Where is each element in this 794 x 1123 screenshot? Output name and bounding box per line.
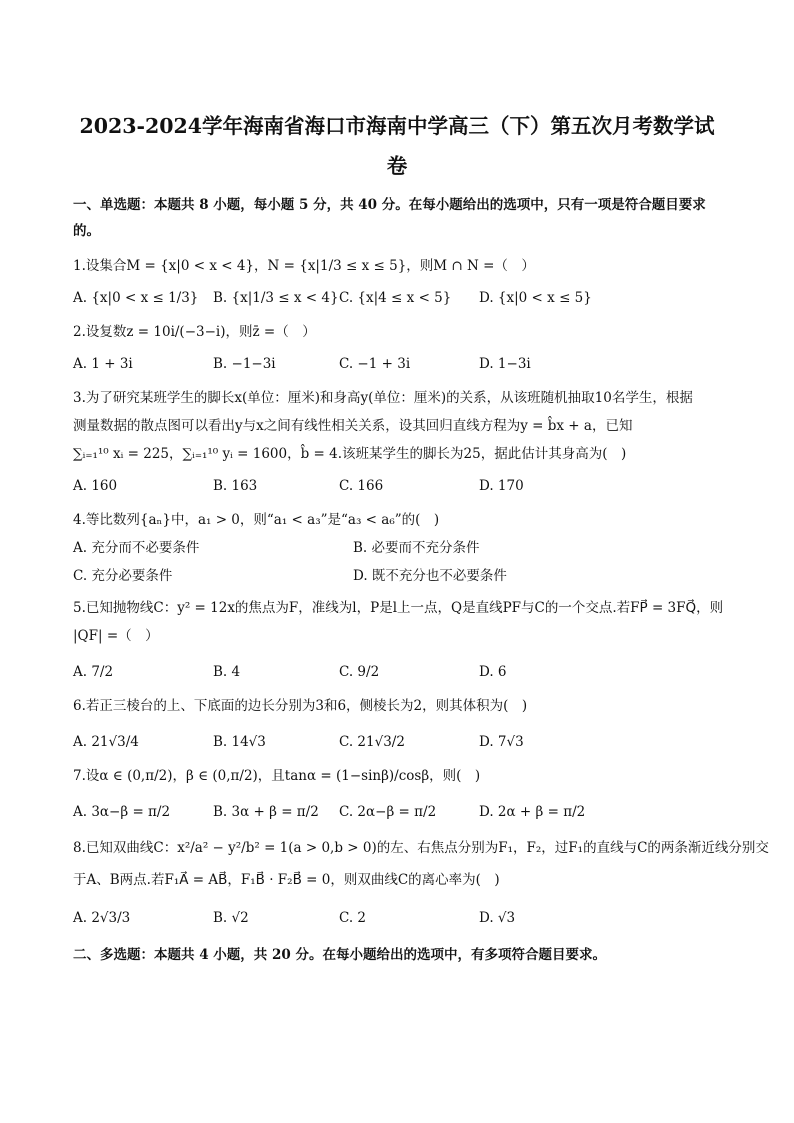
question-line-1: 3.为了研究某班学生的脚长x(单位：厘米)和身高y(单位：厘米)的关系，从该班随机抽取10名学生，根据	[73, 390, 693, 406]
option-d: D. √3	[479, 910, 516, 926]
option-b: B. 必要而不充分条件	[353, 540, 480, 556]
option-d: D. 7√3	[479, 734, 524, 750]
option-a: A. 21√3/4	[73, 734, 139, 750]
options-row-1	[73, 534, 721, 562]
options-row	[73, 350, 721, 378]
question-stem: 2.设复数z = 10i/(−3−i)，则z̄ =（ ）	[73, 324, 316, 340]
section-header-line-2: 的。	[73, 223, 100, 239]
question-line-1: 8.已知双曲线C：x²/a² − y²/b² = 1(a > 0,b > 0)的左、右焦点分别为F₁，F₂，过F₁的直线与C的两条渐近线分别交	[73, 840, 769, 856]
question-6	[73, 692, 721, 756]
option-b: B. 14√3	[213, 734, 266, 750]
option-b: B. 163	[213, 478, 258, 494]
question-8	[73, 832, 769, 932]
question-1	[73, 252, 721, 312]
option-c: C. −1 + 3i	[339, 356, 411, 372]
question-stem: 7.设α ∈ (0,π/2)，β ∈ (0,π/2)，且tanα = (1−sinβ)/cosβ，则( )	[73, 768, 481, 784]
option-c: C. {x|4 ≤ x < 5}	[339, 290, 452, 306]
options-row	[73, 728, 721, 756]
option-c: C. 21√3/2	[339, 734, 405, 750]
options-row	[73, 472, 721, 500]
question-7	[73, 762, 721, 826]
section-single-choice-header	[73, 192, 721, 244]
option-c: C. 充分必要条件	[73, 568, 173, 584]
question-line-2: 于A、B两点.若F₁A⃗ = AB⃗，F₁B⃗ · F₂B⃗ = 0，则双曲线C的离心率为( )	[73, 872, 500, 888]
question-line-3: ∑ᵢ₌₁¹⁰ xᵢ = 225，∑ᵢ₌₁¹⁰ yᵢ = 1600，b̂ = 4.该班某学生的脚长为25，据此估计其身高为( )	[73, 446, 627, 462]
question-line-1: 5.已知抛物线C：y² = 12x的焦点为F，准线为l，P是l上一点，Q是直线PF与C的一个交点.若FP⃗ = 3FQ⃗，则	[73, 600, 724, 616]
option-d: D. 2α + β = π/2	[479, 804, 586, 820]
question-5	[73, 594, 724, 686]
question-stem: 4.等比数列{aₙ}中，a₁ > 0，则“a₁ < a₃”是“a₃ < a₆”的( )	[73, 512, 440, 528]
option-c: C. 2α−β = π/2	[339, 804, 437, 820]
option-a: A. 3α−β = π/2	[73, 804, 171, 820]
title-line-2: 卷	[386, 154, 408, 178]
options-row	[73, 284, 721, 312]
question-4	[73, 506, 721, 590]
option-a: A. 充分而不必要条件	[73, 540, 200, 556]
page-title	[73, 0, 721, 186]
options-row-2	[73, 562, 721, 590]
question-3	[73, 384, 721, 500]
option-b: B. 3α + β = π/2	[213, 804, 319, 820]
option-d: D. 170	[479, 478, 524, 494]
options-row	[73, 904, 721, 932]
option-a: A. {x|0 < x ≤ 1/3}	[73, 290, 199, 306]
option-d: D. 1−3i	[479, 356, 531, 372]
option-d: D. 6	[479, 664, 507, 680]
title-line-1: 2023-2024学年海南省海口市海南中学高三（下）第五次月考数学试	[79, 114, 715, 138]
option-c: C. 9/2	[339, 664, 380, 680]
option-a: A. 7/2	[73, 664, 114, 680]
option-c: C. 166	[339, 478, 384, 494]
options-row	[73, 798, 721, 826]
question-stem: 6.若正三棱台的上、下底面的边长分别为3和6，侧棱长为2，则其体积为( )	[73, 698, 528, 714]
option-a: A. 1 + 3i	[73, 356, 133, 372]
option-b: B. −1−3i	[213, 356, 276, 372]
options-row	[73, 658, 721, 686]
question-line-2: 测量数据的散点图可以看出y与x之间有线性相关关系，设其回归直线方程为y = b̂x + a，已知	[73, 418, 633, 434]
option-b: B. √2	[213, 910, 249, 926]
option-b: B. {x|1/3 ≤ x < 4}	[213, 290, 339, 306]
question-stem: 1.设集合M = {x|0 < x < 4}，N = {x|1/3 ≤ x ≤ 5}，则M ∩ N =（ ）	[73, 258, 535, 274]
option-d: D. {x|0 < x ≤ 5}	[479, 290, 592, 306]
option-b: B. 4	[213, 664, 241, 680]
option-d: D. 既不充分也不必要条件	[353, 568, 507, 584]
option-c: C. 2	[339, 910, 367, 926]
question-2	[73, 318, 721, 378]
option-a: A. 160	[73, 478, 118, 494]
section-multi-choice-header	[73, 942, 721, 968]
question-line-2: |QF| =（ ）	[73, 628, 159, 644]
section-header-line-1: 二、多选题：本题共 4 小题，共 20 分。在每小题给出的选项中，有多项符合题目要求。	[73, 947, 606, 963]
section-header-line-1: 一、单选题：本题共 8 小题，每小题 5 分，共 40 分。在每小题给出的选项中，只有一项是符合题目要求	[73, 197, 706, 213]
option-a: A. 2√3/3	[73, 910, 131, 926]
